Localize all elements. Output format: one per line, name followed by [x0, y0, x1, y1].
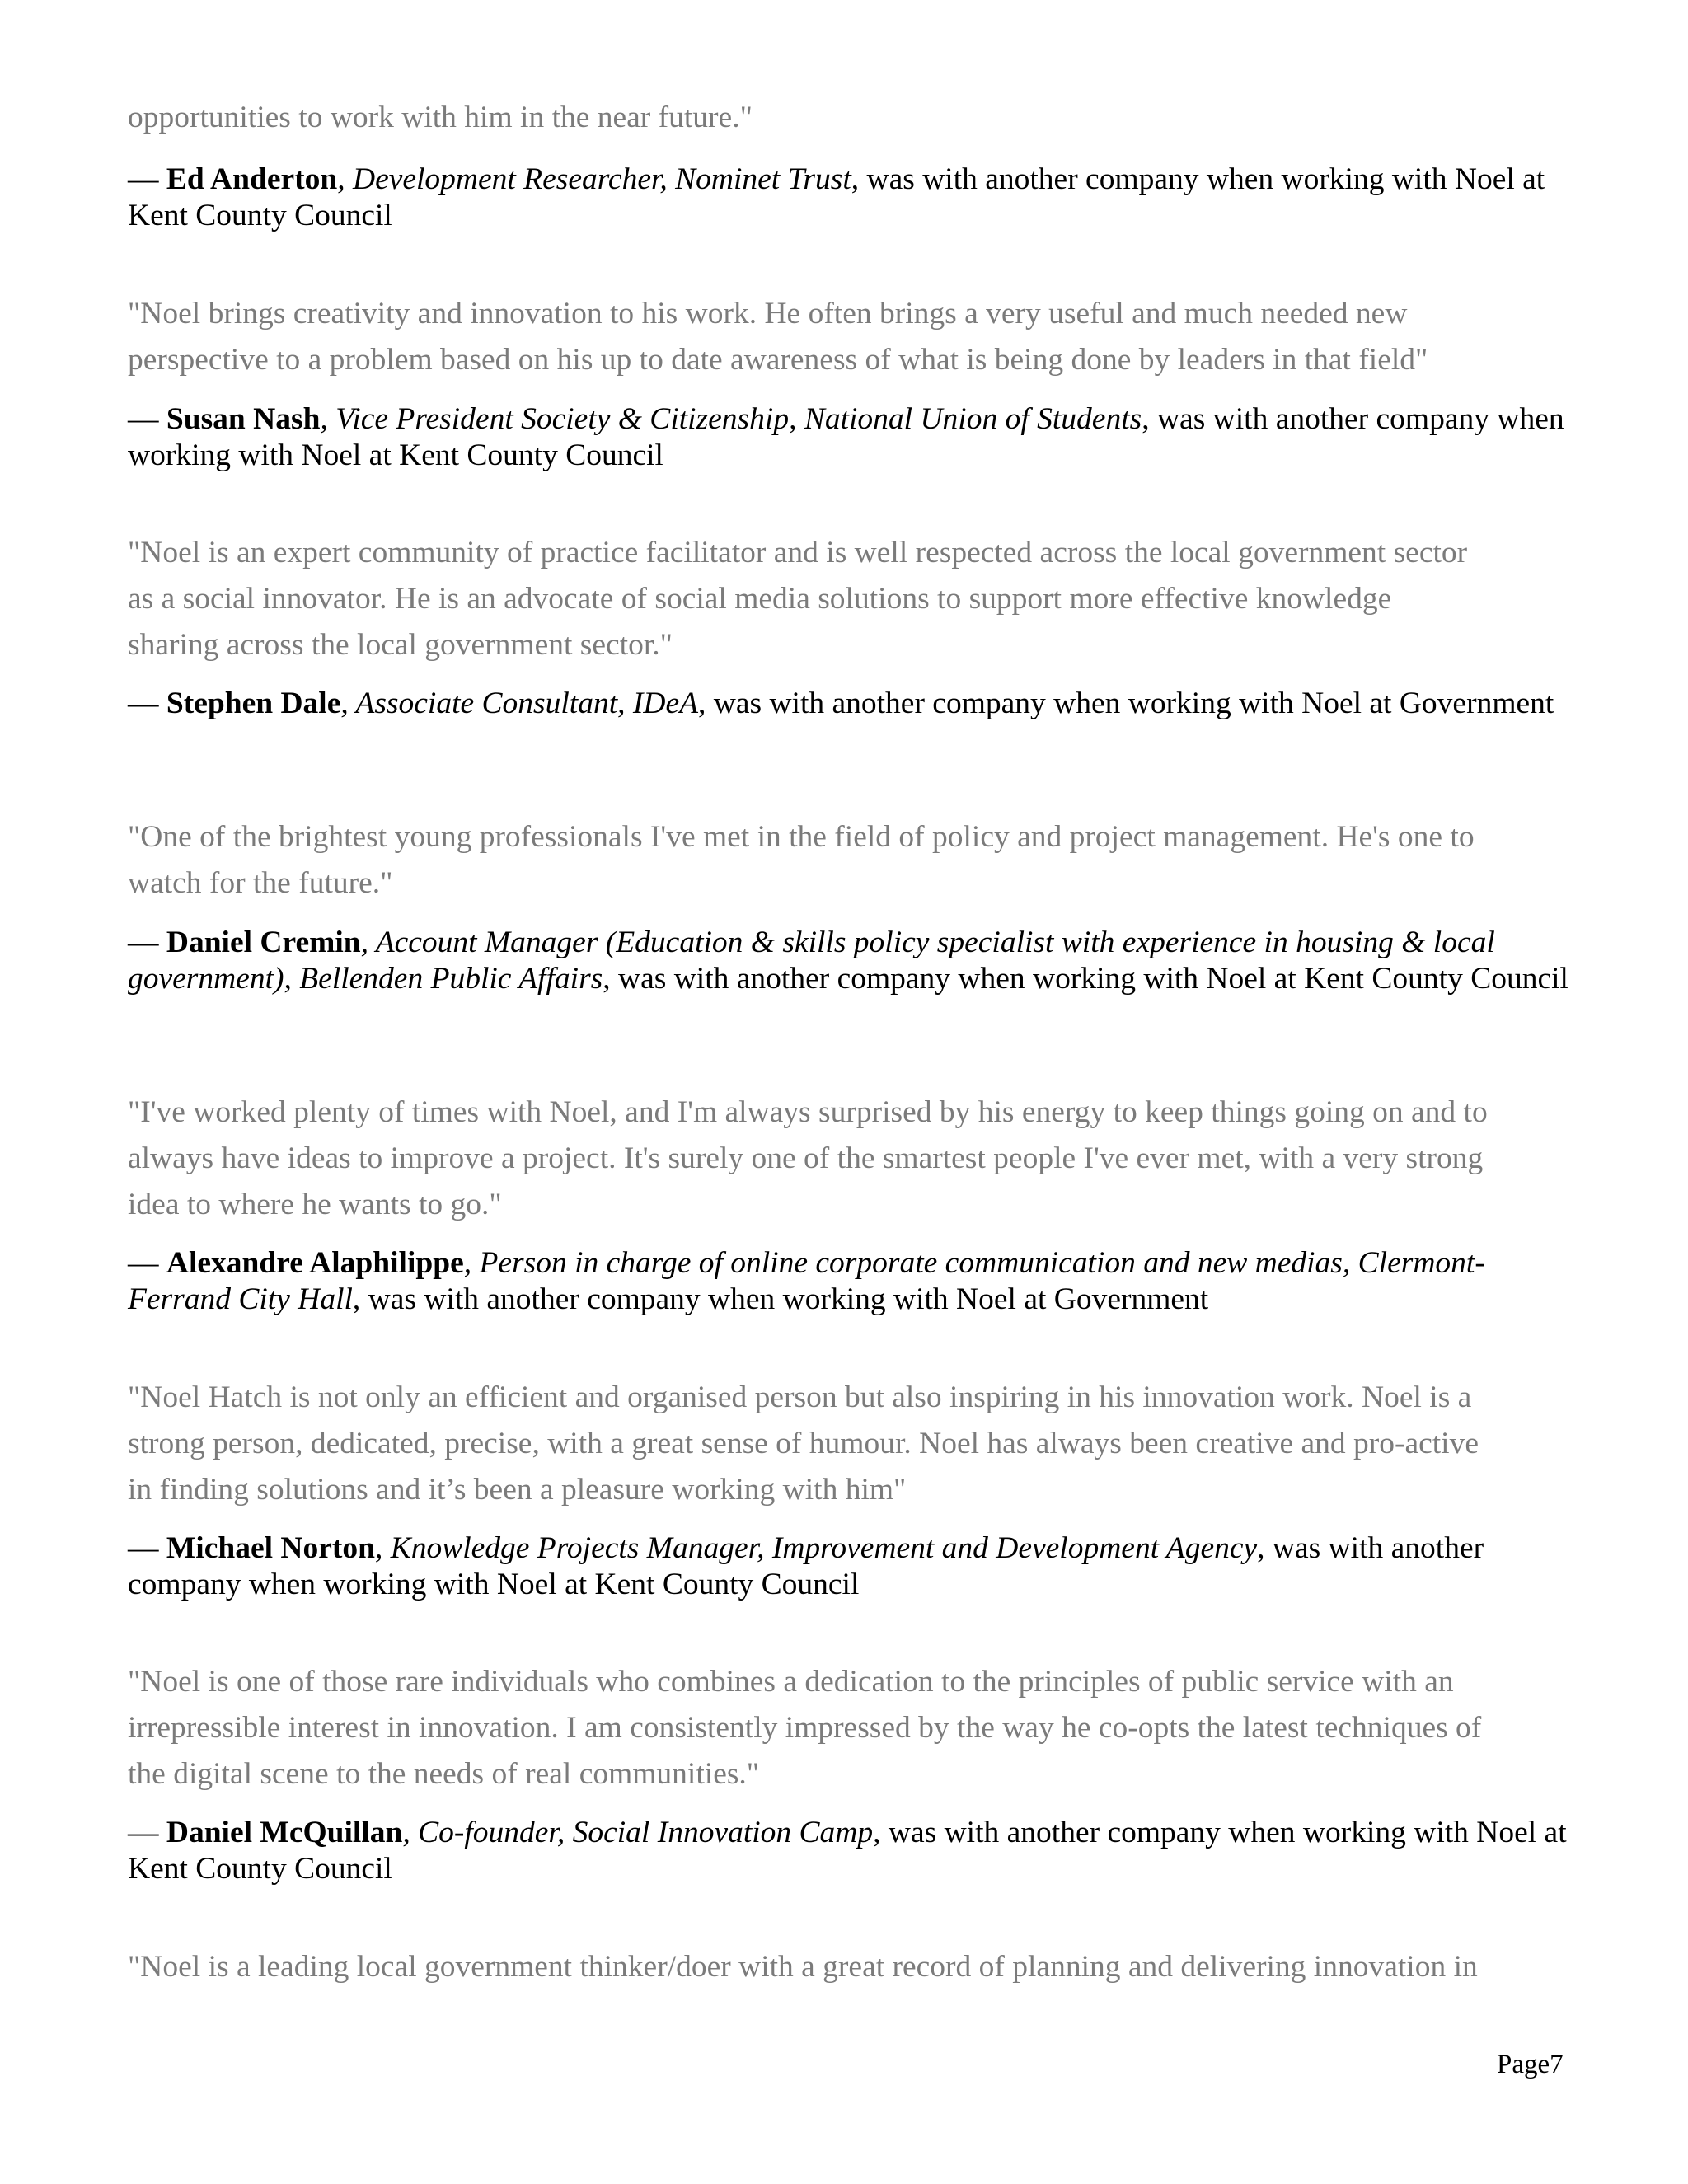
attribution-dash: — — [128, 926, 166, 959]
recommendation-context: , was with another company when working with Noel at Government — [698, 687, 1554, 720]
testimonial-attribution — [128, 925, 1578, 997]
testimonial-attribution — [128, 401, 1578, 474]
recommendation-context: , was with another company when working with Noel at Government — [352, 1282, 1209, 1316]
testimonial-quote: "Noel brings creativity and innovation to his work. He often brings a very useful and much needed new perspective to a problem based on his up to date awareness of what is being done by leaders in that field" — [128, 297, 1428, 377]
recommender-title: , Vice President Society & Citizenship, National Union of Students — [320, 402, 1142, 436]
recommender-name: Alexandre Alaphilippe — [166, 1246, 464, 1280]
attribution-dash: — — [128, 1531, 166, 1565]
testimonial-attribution — [128, 1530, 1578, 1603]
recommender-title: , Associate Consultant, IDeA — [340, 687, 698, 720]
attribution-dash: — — [128, 1816, 166, 1849]
recommender-name: Daniel McQuillan — [166, 1816, 403, 1849]
recommendation-context: , was with another company when working with Noel at Kent County Council — [128, 1531, 1484, 1601]
testimonial-quote: "Noel is a leading local government thinker/doer with a great record of planning and delivering innovation in — [128, 1950, 1478, 1984]
testimonial-quote: "Noel is one of those rare individuals who combines a dedication to the principles of public service with an irrepressible interest in innovation. I am consistently impressed by the way he co-opts the latest techniques of the digital scene to the needs of real communities." — [128, 1665, 1482, 1791]
recommendation-context: , was with another company when working with Noel at Kent County Council — [603, 962, 1568, 996]
attribution-dash: — — [128, 162, 166, 196]
recommender-title: , Knowledge Projects Manager, Improvement and Development Agency — [374, 1531, 1258, 1565]
recommender-title: , Account Manager (Education & skills policy specialist with experience in housing & local government), Bellenden Public Affairs — [128, 926, 1495, 996]
attribution-dash: — — [128, 1246, 166, 1280]
attribution-dash: — — [128, 687, 166, 720]
testimonial-attribution — [128, 1245, 1578, 1318]
page-number: Page7 — [1497, 2050, 1564, 2079]
testimonial-quote: "Noel is an expert community of practice facilitator and is well respected across the local government sector as a social innovator. He is an advocate of social media solutions to support more effective knowledge sharing across the local government sector." — [128, 536, 1468, 662]
attribution-dash: — — [128, 402, 166, 436]
testimonial-quote: opportunities to work with him in the near future." — [128, 101, 753, 134]
recommendation-context: , was with another company when working with Noel at Kent County Council — [128, 1816, 1567, 1886]
testimonial-quote: "I've worked plenty of times with Noel, and I'm always surprised by his energy to keep things going on and to always have ideas to improve a project. It's surely one of the smartest people I've ever met, with a very strong idea to where he wants to go." — [128, 1095, 1488, 1221]
recommender-name: Michael Norton — [166, 1531, 375, 1565]
recommendation-context: , was with another company when working with Noel at Kent County Council — [128, 162, 1545, 232]
recommender-title: , Co-founder, Social Innovation Camp — [402, 1816, 874, 1849]
recommendation-context: , was with another company when working with Noel at Kent County Council — [128, 402, 1564, 472]
testimonial-attribution — [128, 686, 1578, 722]
testimonial-attribution — [128, 1815, 1578, 1887]
testimonial-quote: "One of the brightest young professionals I've met in the field of policy and project management. He's one to watch for the future." — [128, 820, 1475, 900]
recommender-name: Susan Nash — [166, 402, 321, 436]
recommender-title: , Person in charge of online corporate communication and new medias, Clermont-Ferrand City Hall — [128, 1246, 1485, 1316]
recommender-title: , Development Researcher, Nominet Trust — [337, 162, 851, 196]
recommender-name: Ed Anderton — [166, 162, 338, 196]
recommender-name: Stephen Dale — [166, 687, 341, 720]
testimonial-quote: "Noel Hatch is not only an efficient and organised person but also inspiring in his innovation work. Noel is a strong person, dedicated, precise, with a great sense of humour. Noel has always been creative and pro-active in finding solutions and it’s been a pleasure working with him" — [128, 1380, 1479, 1507]
recommender-name: Daniel Cremin — [166, 926, 361, 959]
testimonial-attribution — [128, 162, 1578, 234]
